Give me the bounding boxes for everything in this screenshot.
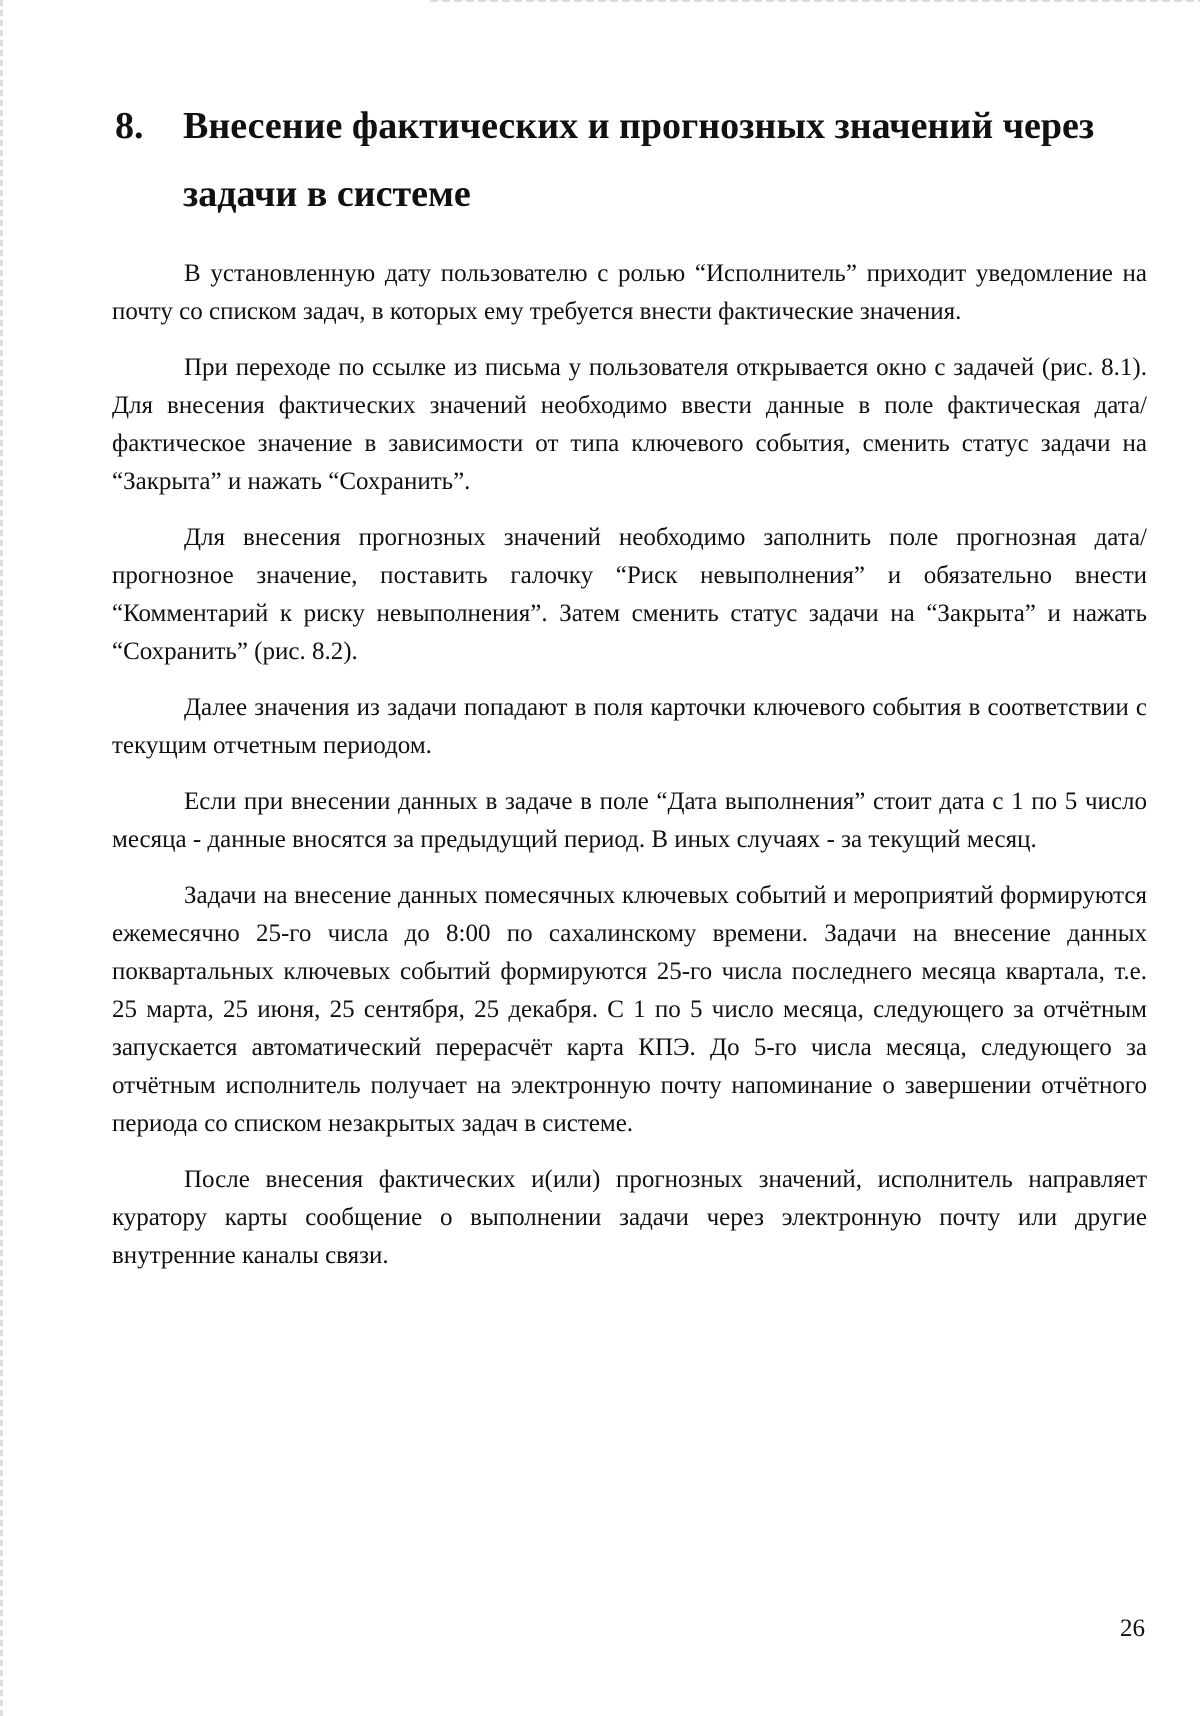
paragraph: В установленную дату пользователю с ролью “Исполнитель” приходит уведомление на почту со списком задач, в которых ему требуется внести фактические значения. xyxy=(112,260,1147,325)
section-title: Внесение фактических и прогнозных значений через задачи в системе xyxy=(183,105,1095,215)
scan-left-edge xyxy=(0,0,3,1716)
paragraph: После внесения фактических и(или) прогнозных значений, исполнитель направляет куратору карты сообщение о выполнении задачи через электронную почту или другие внутренние каналы связи. xyxy=(112,1166,1147,1269)
paragraph: Для внесения прогнозных значений необходимо заполнить поле прогнозная дата/прогнозное значение, поставить галочку “Риск невыполнения” и обязательно внести “Комментарий к риску невыполнения”. Затем сменить статус задачи на “Закрыта” и нажать “Сохранить” (рис. 8.2). xyxy=(112,524,1147,665)
paragraph: Далее значения из задачи попадают в поля карточки ключевого события в соответствии с текущим отчетным периодом. xyxy=(112,694,1147,759)
paragraph: Если при внесении данных в задаче в поле “Дата выполнения” стоит дата с 1 по 5 число месяца - данные вносятся за предыдущий период. В иных случаях - за текущий месяц. xyxy=(112,788,1147,853)
scan-top-edge xyxy=(430,0,1200,2)
document-body xyxy=(112,255,1147,1293)
section-number: 8. xyxy=(115,105,144,147)
paragraph: При переходе по ссылке из письма у пользователя открывается окно с задачей (рис. 8.1). Для внесения фактических значений необходимо ввести данные в поле фактическая дата/фактическое значение в зависимости от типа ключевого события, сменить статус задачи на “Закрыта” и нажать “Сохранить”. xyxy=(112,354,1147,495)
section-heading xyxy=(115,92,1155,228)
paragraph: Задачи на внесение данных помесячных ключевых событий и мероприятий формируются ежемесячно 25-го числа до 8:00 по сахалинскому времени. Задачи на внесение данных поквартальных ключевых событий формируются 25-го числа последнего месяца квартала, т.е. 25 марта, 25 июня, 25 сентября, 25 декабря. С 1 по 5 число месяца, следующего за отчётным запускается автоматический перерасчёт карта КПЭ. До 5-го числа месяца, следующего за отчётным исполнитель получает на электронную почту напоминание о завершении отчётного периода со списком незакрытых задач в системе. xyxy=(112,882,1147,1137)
page-number: 26 xyxy=(1120,1615,1145,1642)
